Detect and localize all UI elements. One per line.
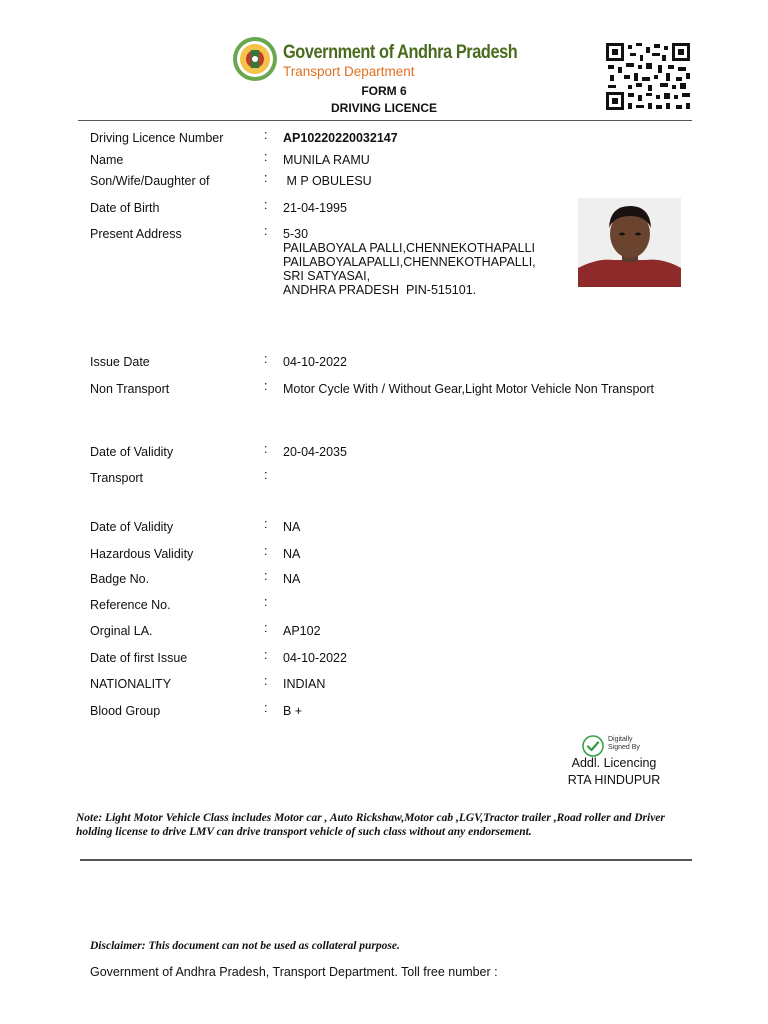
field-colon: : (264, 224, 268, 238)
field-label: Orginal LA. (90, 624, 153, 638)
footer-text: Government of Andhra Pradesh, Transport Department. Toll free number : (90, 965, 498, 979)
field-label: Date of Validity (90, 520, 174, 534)
field-colon: : (264, 701, 268, 715)
field-colon: : (264, 198, 268, 212)
field-colon: : (264, 621, 268, 635)
field-label: Date of Validity (90, 445, 174, 459)
field-colon: : (264, 569, 268, 583)
stamp-line: Signed By (608, 744, 640, 751)
field-label: Blood Group (90, 704, 161, 718)
field-colon: : (264, 648, 268, 662)
qr-code-icon (606, 43, 690, 110)
signature-stamp-text (608, 736, 640, 752)
lmv-note: Note: Light Motor Vehicle Class includes Motor car , Auto Rickshaw,Motor cab ,LGV,Tractor trailer ,Road roller and Driver holding license to drive LMV can drive transport vehicle of such class without any endorsement. (76, 812, 665, 838)
field-label: Badge No. (90, 572, 150, 586)
field-label: Reference No. (90, 598, 171, 612)
field-label: Present Address (90, 227, 182, 241)
field-label: Date of first Issue (90, 651, 188, 665)
field-value: NA (283, 520, 301, 534)
field-value: 21-04-1995 (283, 201, 347, 215)
field-colon: : (264, 379, 268, 393)
stamp-line: Digitally (608, 736, 633, 743)
field-value: 04-10-2022 (283, 355, 347, 369)
field-label: NATIONALITY (90, 677, 172, 691)
field-colon: : (264, 150, 268, 164)
department-title: Transport Department (283, 64, 415, 79)
field-label: Transport (90, 471, 144, 485)
field-label: Hazardous Validity (90, 547, 194, 561)
field-colon: : (264, 517, 268, 531)
address-line: SRI SATYASAI, (283, 269, 371, 283)
field-colon: : (264, 171, 268, 185)
disclaimer: Disclaimer: This document can not be used as collateral purpose. (90, 940, 400, 952)
field-value: 04-10-2022 (283, 651, 347, 665)
field-colon: : (264, 595, 268, 609)
field-label: Driving Licence Number (90, 131, 224, 145)
field-label: Issue Date (90, 355, 150, 369)
form-title: DRIVING LICENCE (330, 101, 437, 115)
field-colon: : (264, 468, 268, 482)
field-label: Date of Birth (90, 201, 160, 215)
field-label: Non Transport (90, 382, 170, 396)
checkmark-icon (582, 735, 604, 757)
header-divider (78, 120, 692, 121)
holder-photo (578, 198, 681, 287)
field-value: M P OBULESU (283, 174, 372, 188)
note-divider (80, 859, 692, 861)
form-number: FORM 6 (361, 84, 407, 98)
signatory-office: RTA HINDUPUR (567, 773, 661, 787)
field-value: Motor Cycle With / Without Gear,Light Motor Vehicle Non Transport (283, 382, 654, 396)
field-colon: : (264, 674, 268, 688)
field-value: NA (283, 547, 301, 561)
field-colon: : (264, 352, 268, 366)
field-colon: : (264, 544, 268, 558)
address-line: PAILABOYALA PALLI,CHENNEKOTHAPALLI (283, 241, 535, 255)
signatory-designation: Addl. Licencing (571, 756, 657, 770)
address-line: ANDHRA PRADESH PIN-515101. (283, 283, 477, 297)
field-label: Name (90, 153, 124, 167)
field-colon: : (264, 442, 268, 456)
field-value: 20-04-2035 (283, 445, 347, 459)
field-value: INDIAN (283, 677, 326, 691)
field-value: MUNILA RAMU (283, 153, 370, 167)
government-title: Government of Andhra Pradesh (283, 42, 518, 63)
address-line: 5-30 (283, 227, 309, 241)
field-value: AP10220220032147 (283, 131, 398, 145)
field-value: B + (283, 704, 303, 718)
field-value: NA (283, 572, 301, 586)
field-value: AP102 (283, 624, 321, 638)
ap-emblem-logo (232, 36, 278, 82)
field-colon: : (264, 128, 268, 142)
field-label: Son/Wife/Daughter of (90, 174, 210, 188)
address-line: PAILABOYALAPALLI,CHENNEKOTHAPALLI, (283, 255, 536, 269)
